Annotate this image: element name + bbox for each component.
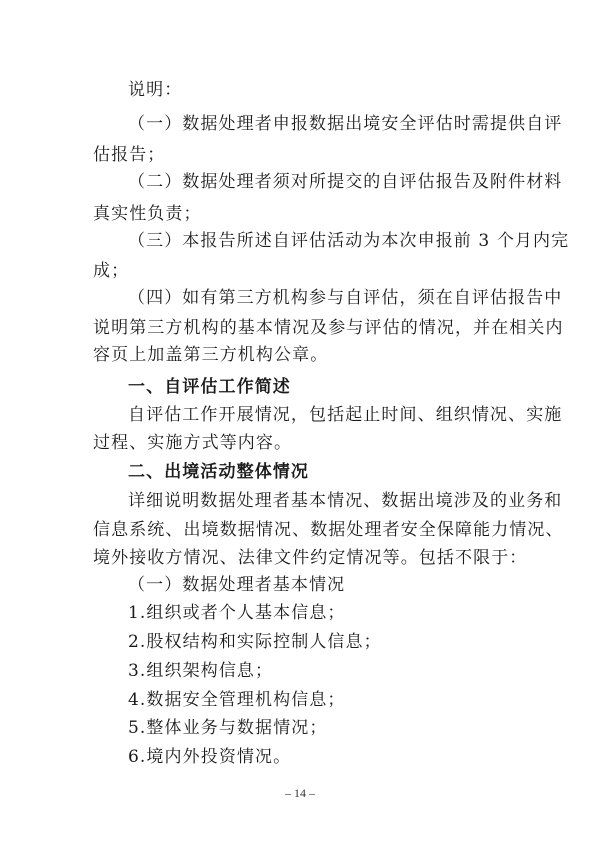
section-1-paragraph-line-1: 自评估工作开展情况，包括起止时间、组织情况、实施 — [128, 405, 563, 425]
list-item: 6.境内外投资情况。 — [128, 747, 292, 767]
note-4-line-2: 说明第三方机构的基本情况及参与评估的情况，并在相关内 — [93, 318, 564, 338]
note-2-line-2: 真实性负责； — [93, 204, 202, 224]
sub-heading-basic-info: （一）数据处理者基本情况 — [128, 575, 346, 595]
section-1-paragraph-line-2: 过程、实施方式等内容。 — [93, 433, 293, 453]
note-4-line-1: （四）如有第三方机构参与自评估，须在自评估报告中 — [128, 288, 563, 308]
note-1-line-2: 估报告； — [93, 145, 166, 165]
list-item: 3.组织架构信息； — [128, 661, 274, 681]
section-1-heading: 一、自评估工作简述 — [128, 377, 291, 397]
note-3-line-1: （三）本报告所述自评估活动为本次申报前 3 个月内完 — [128, 231, 570, 251]
section-2-heading: 二、出境活动整体情况 — [128, 462, 309, 482]
list-item: 1.组织或者个人基本信息； — [128, 603, 346, 623]
section-2-paragraph-line-2: 信息系统、出境数据情况、数据处理者安全保障能力情况、 — [93, 520, 564, 540]
list-item: 2.股权结构和实际控制人信息； — [128, 632, 382, 652]
list-item: 5.整体业务与数据情况； — [128, 718, 328, 738]
note-1-line-1: （一）数据处理者申报数据出境安全评估时需提供自评 — [128, 114, 563, 134]
note-title: 说明： — [128, 80, 183, 100]
note-2-line-1: （二）数据处理者须对所提交的自评估报告及附件材料 — [128, 172, 563, 192]
page-number: – 14 – — [285, 786, 315, 800]
section-2-paragraph-line-3: 境外接收方情况、法律文件约定情况等。包括不限于： — [93, 548, 528, 568]
list-item: 4.数据安全管理机构信息； — [128, 690, 346, 710]
note-4-line-3: 容页上加盖第三方机构公章。 — [93, 345, 329, 365]
note-3-line-2: 成； — [93, 261, 130, 281]
section-2-paragraph-line-1: 详细说明数据处理者基本情况、数据出境涉及的业务和 — [128, 491, 563, 511]
